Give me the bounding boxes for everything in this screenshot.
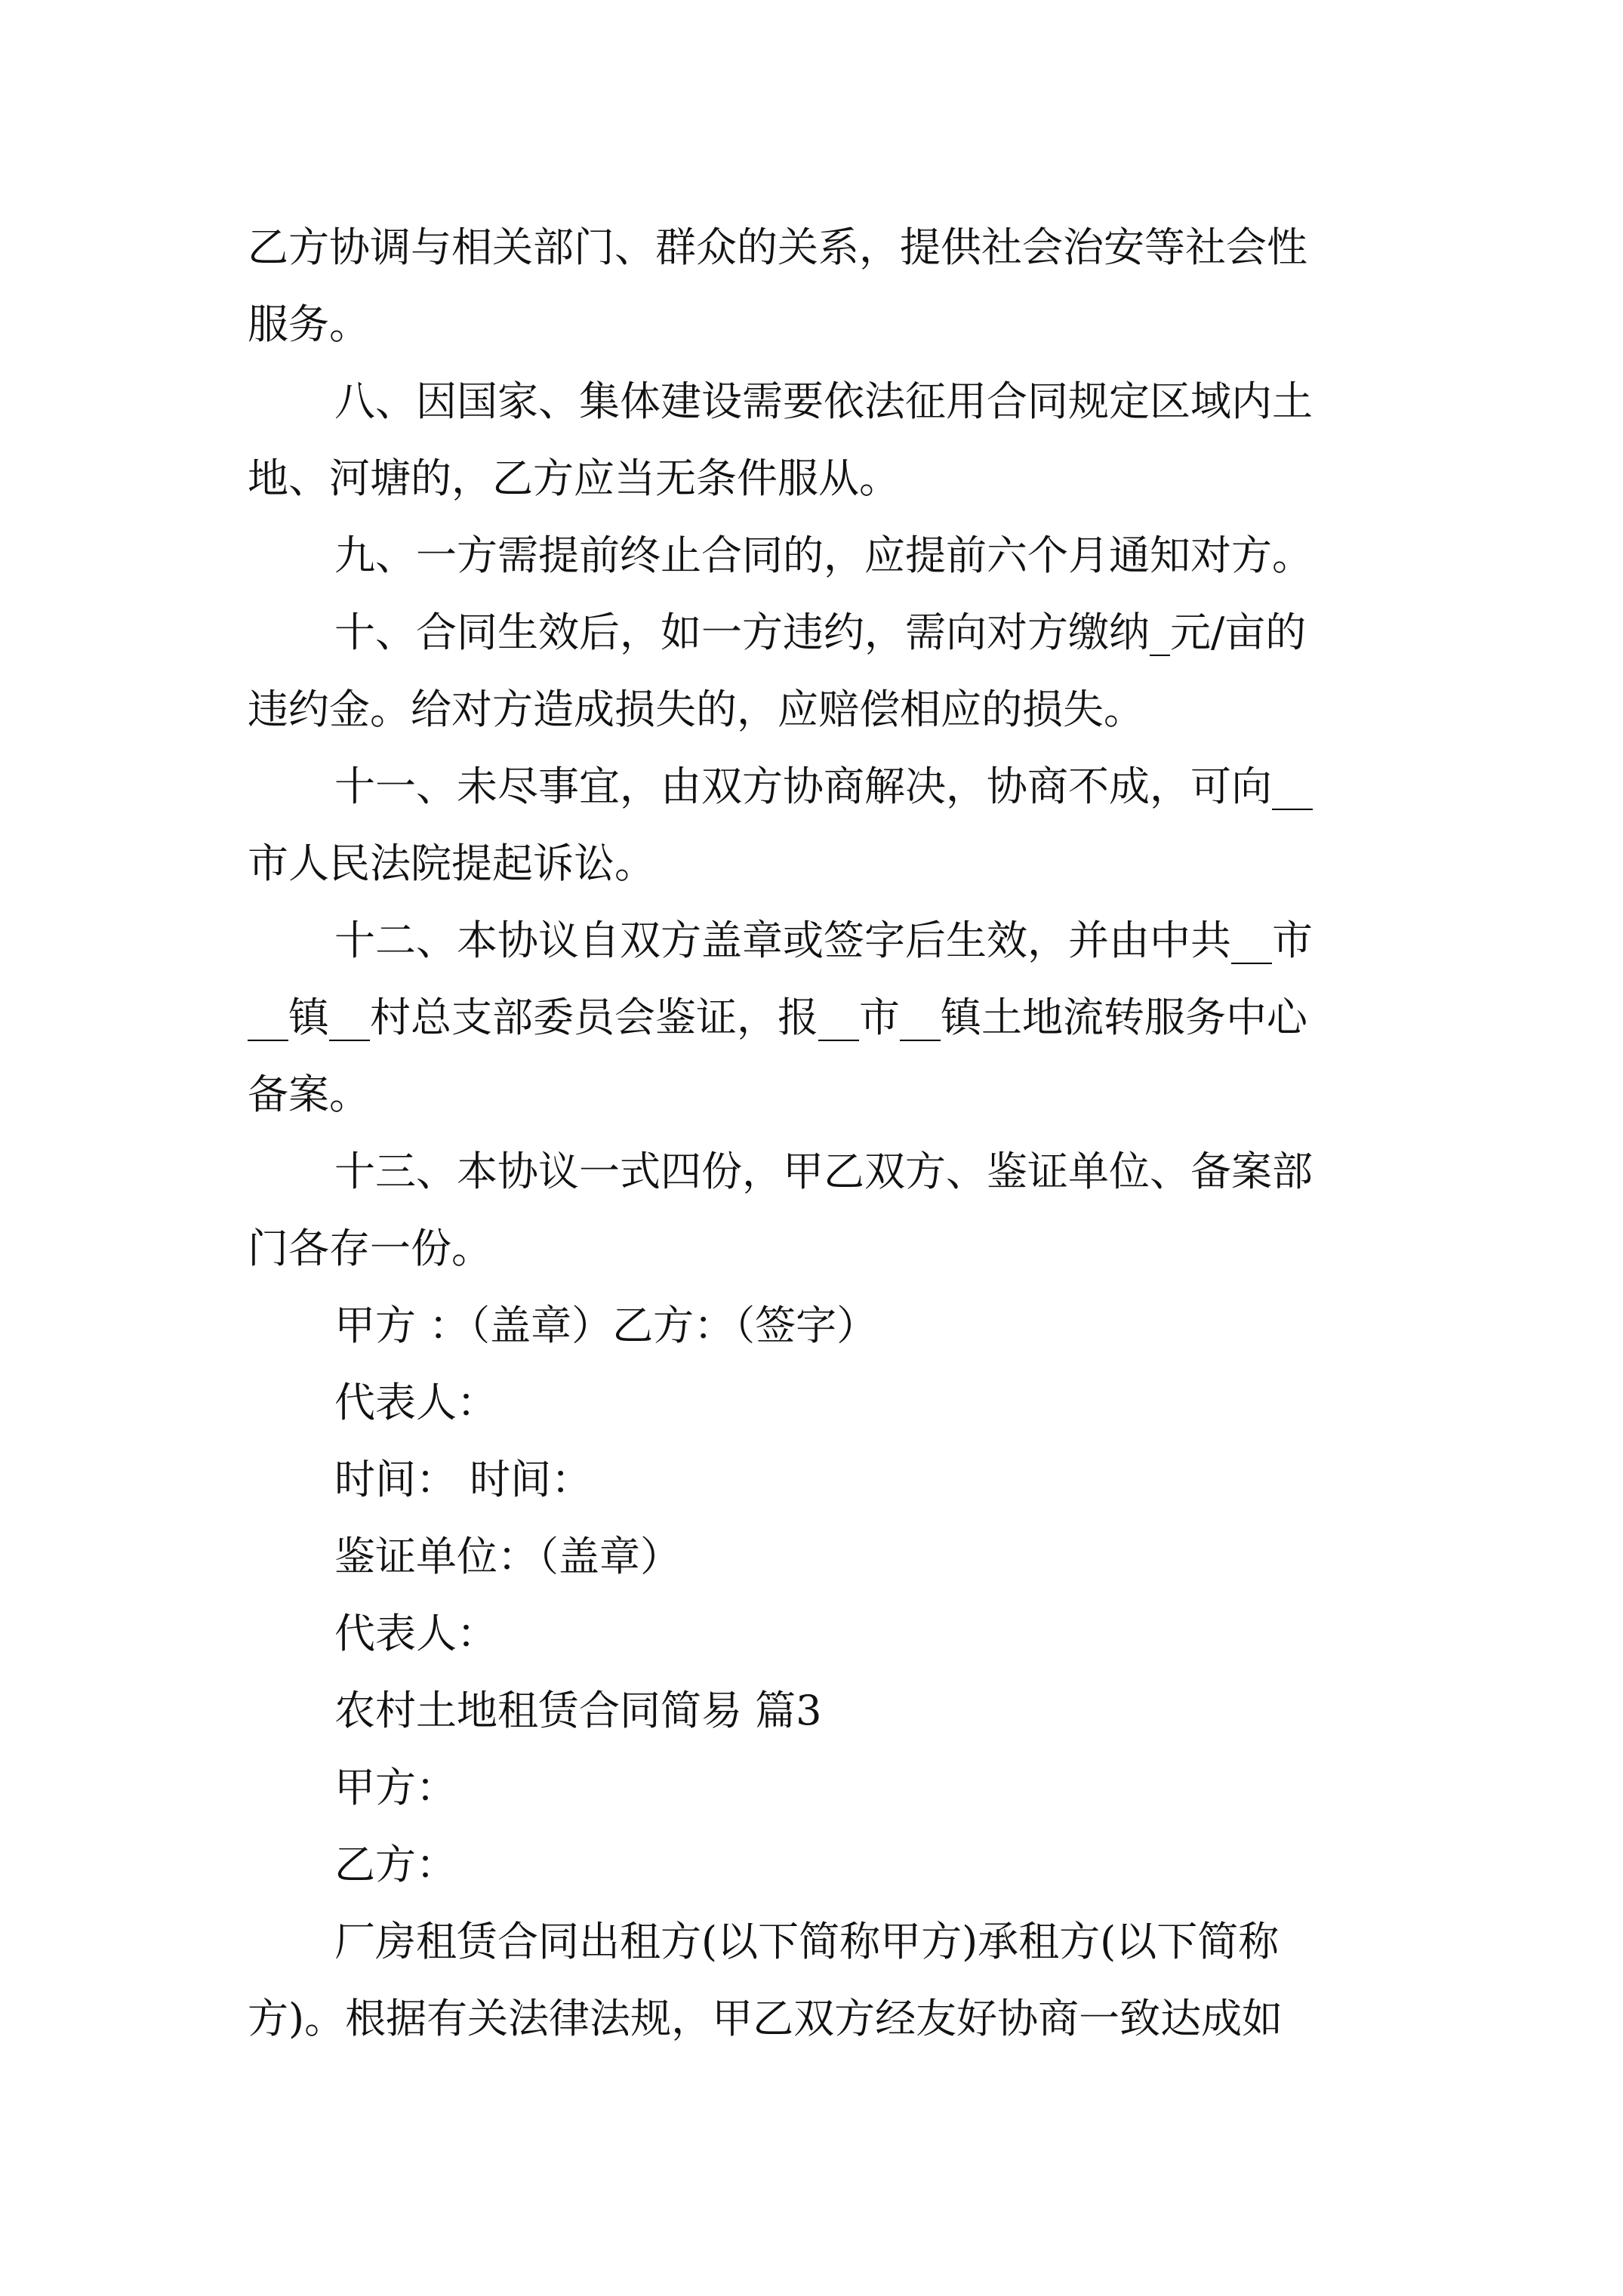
text-line: 九、一方需提前终止合同的，应提前六个月通知对方。 bbox=[334, 532, 1313, 579]
signature-party-line: 甲方 ：（盖章）乙方：（签字） bbox=[334, 1302, 878, 1349]
text-line: 备案。 bbox=[248, 1071, 370, 1118]
text-line: 厂房租赁合同出租方(以下简称甲方)承租方(以下简称 bbox=[334, 1918, 1280, 1965]
text-line: 市人民法院提起诉讼。 bbox=[248, 840, 655, 887]
text-line: 地、河塘的，乙方应当无条件服从。 bbox=[248, 455, 900, 502]
text-line: 十一、未尽事宜，由双方协商解决，协商不成，可向__ bbox=[334, 763, 1313, 810]
witness-unit-line: 鉴证单位：（盖章） bbox=[334, 1533, 681, 1580]
party-a-line: 甲方： bbox=[334, 1764, 457, 1811]
text-line: 方)。根据有关法律法规，甲乙双方经友好协商一致达成如 bbox=[248, 1995, 1283, 2042]
text-line: 门各存一份。 bbox=[248, 1225, 492, 1272]
text-line: 十三、本协议一式四份，甲乙双方、鉴证单位、备案部 bbox=[334, 1148, 1313, 1195]
document-body bbox=[248, 209, 1387, 2057]
text-line: 八、因国家、集体建设需要依法征用合同规定区域内土 bbox=[334, 378, 1313, 425]
text-line: 十二、本协议自双方盖章或签字后生效，并由中共__市 bbox=[334, 917, 1313, 964]
text-line: __镇__村总支部委员会鉴证，报__市__镇土地流转服务中心 bbox=[248, 994, 1307, 1041]
text-line: 乙方协调与相关部门、群众的关系，提供社会治安等社会性 bbox=[248, 223, 1307, 271]
section-heading: 农村土地租赁合同简易 篇3 bbox=[334, 1687, 822, 1734]
representative-line: 代表人： bbox=[334, 1379, 497, 1426]
text-line: 十、合同生效后，如一方违约，需向对方缴纳_元/亩的 bbox=[334, 609, 1307, 656]
representative-line: 代表人： bbox=[334, 1610, 497, 1657]
text-line: 服务。 bbox=[248, 300, 370, 348]
text-line: 违约金。给对方造成损失的，应赔偿相应的损失。 bbox=[248, 686, 1144, 733]
party-b-line: 乙方： bbox=[334, 1841, 457, 1888]
date-line: 时间： 时间： bbox=[334, 1456, 593, 1503]
